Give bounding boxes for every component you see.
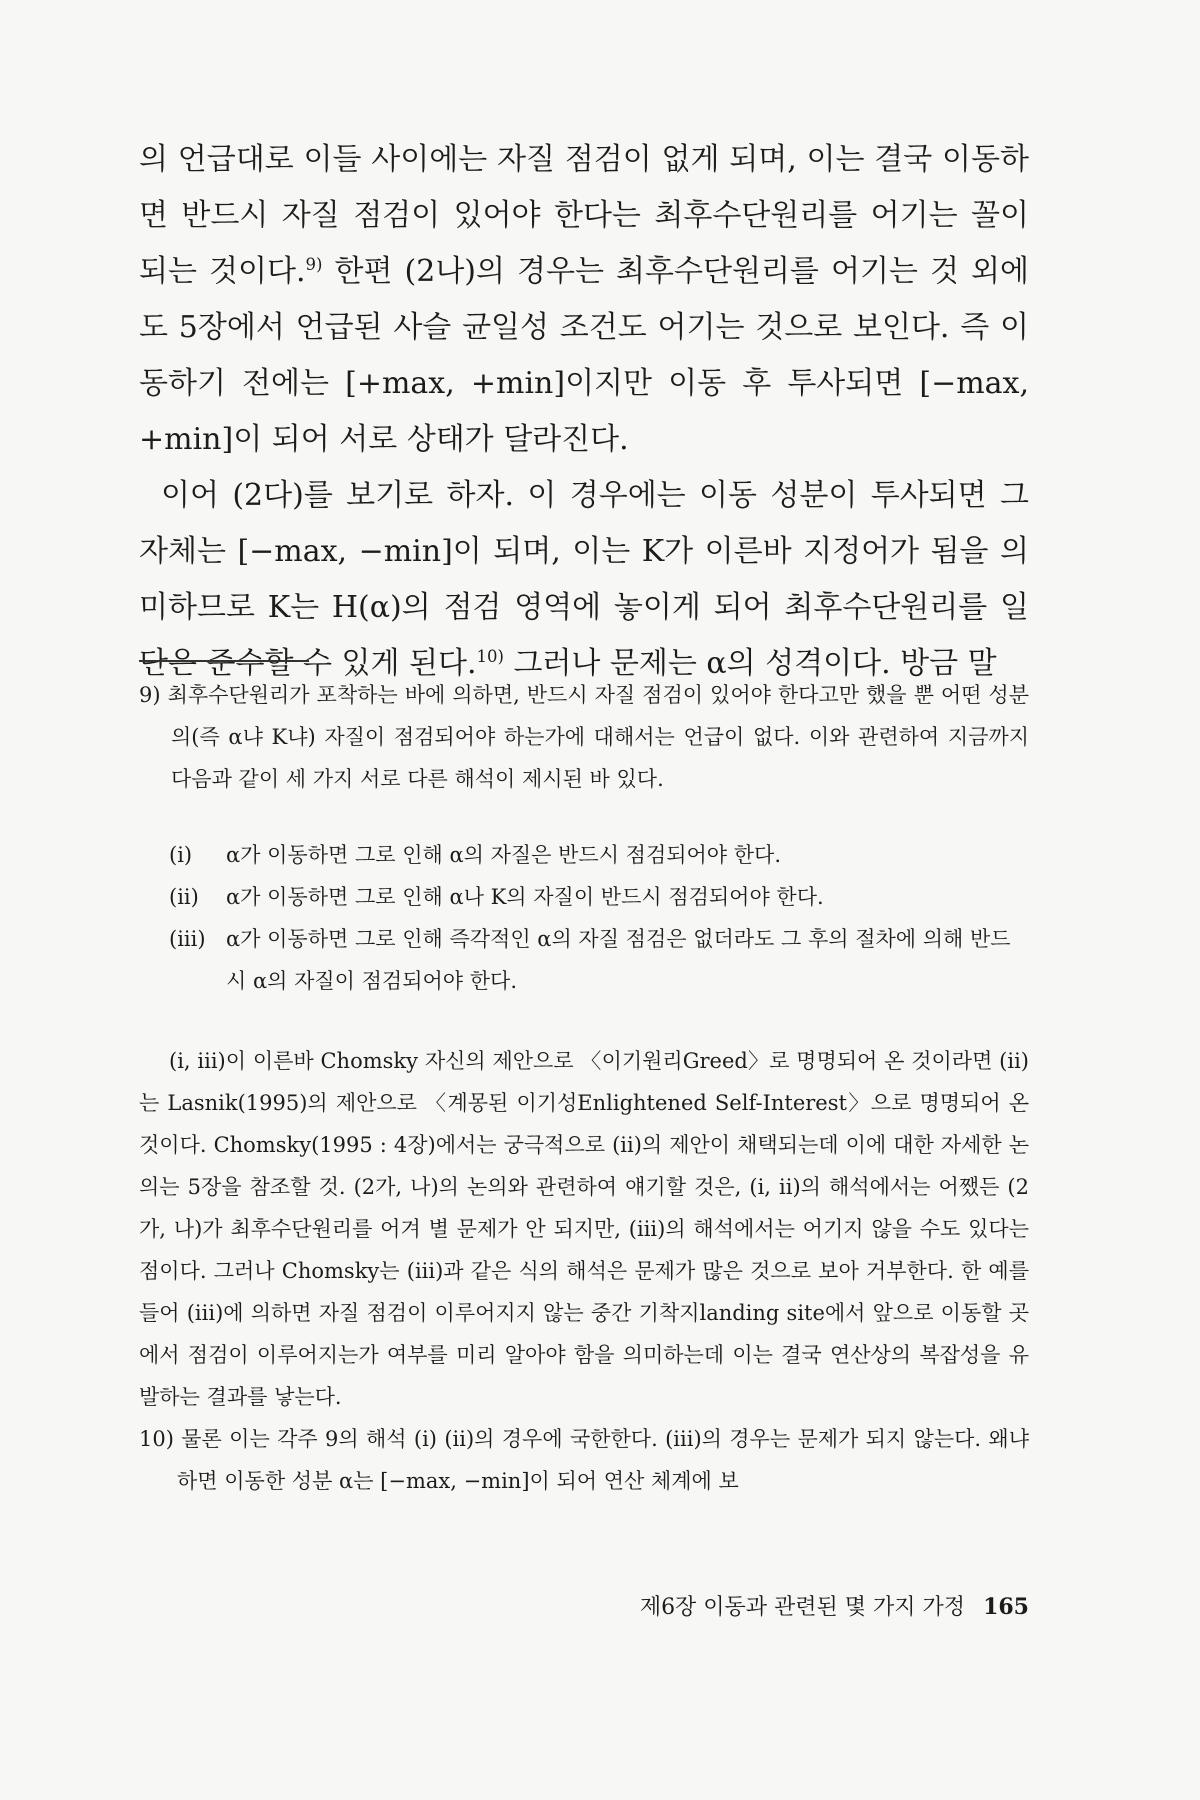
list-item (169, 918, 1029, 1002)
item-text: α가 이동하면 그로 인해 즉각적인 α의 자질 점검은 없더라도 그 후의 절차에 의해 반드시 α의 자질이 점검되어야 한다. (226, 927, 1011, 993)
footnote-ref-9: 9) (305, 255, 323, 274)
list-item (169, 876, 1029, 918)
body-paragraph-2 (139, 468, 1029, 692)
footnote-separator (139, 660, 309, 662)
footnote-10 (139, 1418, 1029, 1502)
footnote-9-continuation: (i, iii)이 이른바 Chomsky 자신의 제안으로 〈이기원리Greed〉로 명명되어 온 것이라면 (ii)는 Lasnik(1995)의 제안으로 〈계몽된 이기성Enlightened Self-Interest〉으로 명명되어 온 것이다. Chomsky(1995 : 4장)에서는 궁극적으로 (ii)의 제안이 채택되는데 이에 대한 자세한 논의는 5장을 참조할 것. (2가, 나)의 논의와 관련하여 얘기할 것은, (i, ii)의 해석에서는 어쨌든 (2가, 나)가 최후수단원리를 어겨 별 문제가 안 되지만, (iii)의 해석에서는 어기지 않을 수도 있다는 점이다. 그러나 Chomsky는 (iii)과 같은 식의 해석은 문제가 많은 것으로 보아 거부한다. 한 예를 들어 (iii)에 의하면 자질 점검이 이루어지지 않는 중간 기착지landing site에서 앞으로 이동할 곳에서 점검이 이루어지는가 여부를 미리 알아야 함을 의미하는데 이는 결국 연산상의 복잡성을 유발하는 결과를 낳는다. (139, 1049, 1029, 1409)
footnote-label: 9) (139, 683, 161, 707)
footnote-9 (139, 674, 1029, 800)
body-text: 한편 (2나)의 경우는 최후수단원리를 어기는 것 외에도 5장에서 언급된 사슬 균일성 조건도 어기는 것으로 보인다. 즉 이동하기 전에는 [+max, +min]이지만 이동 후 투사되면 [−max, +min]이 되어 서로 상태가 달라진다. (139, 254, 1029, 457)
body-paragraph-1 (139, 132, 1029, 468)
footnote-text: 물론 이는 각주 9의 해석 (i) (ii)의 경우에 국한한다. (iii)의 경우는 문제가 되지 않는다. 왜냐하면 이동한 성분 α는 [−max, −min]이 되어 연산 체계에 보 (177, 1427, 1029, 1493)
item-text: α가 이동하면 그로 인해 α의 자질은 반드시 점검되어야 한다. (226, 843, 782, 867)
main-text (139, 132, 1029, 692)
body-text: 이어 (2다)를 보기로 하자. 이 경우에는 이동 성분이 투사되면 그 자체는 [−max, −min]이 되며, 이는 K가 이른바 지정어가 됨을 의미하므로 K는 H(α)의 점검 영역에 놓이게 되어 최후수단원리를 일단은 준수할 수 있게 된다. (139, 478, 1029, 681)
list-item (169, 834, 1029, 876)
item-number: (iii) (169, 927, 206, 951)
body-text: 그러나 문제는 α의 성격이다. 방금 말 (503, 646, 997, 681)
page-footer (0, 1590, 1029, 1621)
footnotes (139, 674, 1029, 1502)
body-text: 의 언급대로 이들 사이에는 자질 점검이 없게 되며, 이는 결국 이동하면 반드시 자질 점검이 있어야 한다는 최후수단원리를 어기는 꼴이 되는 것이다. (139, 142, 1029, 289)
footnote-label: 10) (139, 1427, 174, 1451)
item-number: (i) (169, 843, 193, 867)
page-number: 165 (983, 1594, 1029, 1620)
interpretation-list (169, 834, 1029, 1002)
footnote-text: 최후수단원리가 포착하는 바에 의하면, 반드시 자질 점검이 있어야 한다고만 했을 뿐 어떤 성분의(즉 α냐 K냐) 자질이 점검되어야 하는가에 대해서는 언급이 없다. 이와 관련하여 지금까지 다음과 같이 세 가지 서로 다른 해석이 제시된 바 있다. (167, 683, 1029, 791)
running-title: 제6장 이동과 관련된 몇 가지 가정 (639, 1595, 966, 1620)
item-number: (ii) (169, 885, 199, 909)
item-text: α가 이동하면 그로 인해 α나 K의 자질이 반드시 점검되어야 한다. (226, 885, 824, 909)
footnote-ref-10: 10) (476, 647, 504, 666)
